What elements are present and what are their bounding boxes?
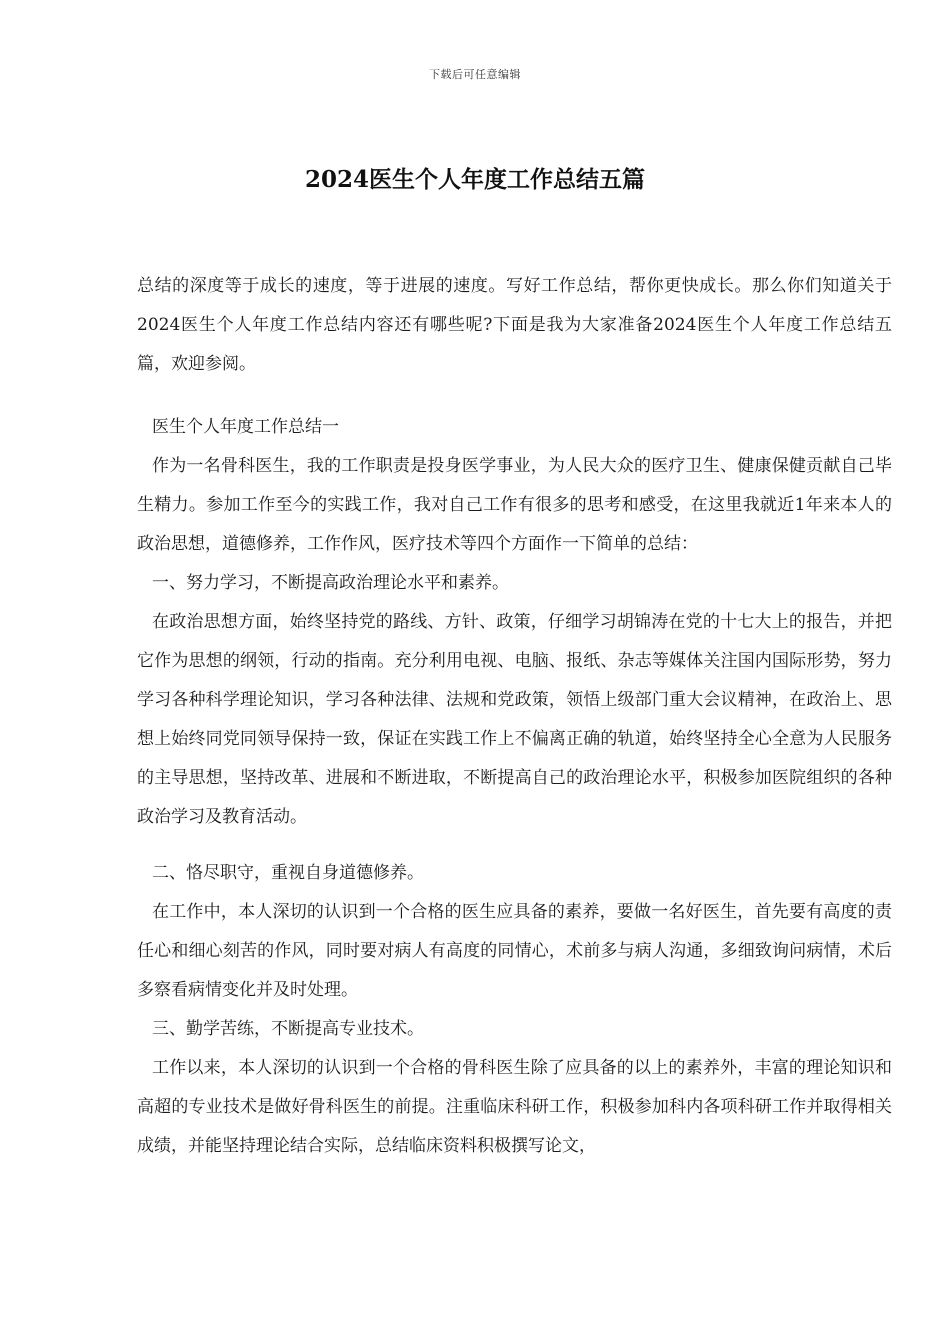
- body-paragraph: 作为一名骨科医生，我的工作职责是投身医学事业，为人民大众的医疗卫生、健康保健贡献自己毕生精力。参加工作至今的实践工作，我对自己工作有很多的思考和感受，在这里我就近1年来本人的政治思想，道德修养，工作作风，医疗技术等四个方面作一下简单的总结：: [137, 456, 892, 554]
- document-title: 2024医生个人年度工作总结五篇: [304, 166, 645, 193]
- body-paragraph: 工作以来，本人深切的认识到一个合格的骨科医生除了应具备的以上的素养外，丰富的理论知识和高超的专业技术是做好骨科医生的前提。注重临床科研工作，积极参加科内各项科研工作并取得相关成绩，并能坚持理论结合实际，总结临床资料积极撰写论文，: [137, 1058, 892, 1156]
- point-heading: 三、勤学苦练，不断提高专业技术。: [152, 1019, 424, 1039]
- section-heading: 医生个人年度工作总结一: [152, 417, 339, 437]
- body-paragraph: 在政治思想方面，始终坚持党的路线、方针、政策，仔细学习胡锦涛在党的十七大上的报告，并把它作为思想的纲领，行动的指南。充分利用电视、电脑、报纸、杂志等媒体关注国内国际形势，努力学习各种科学理论知识，学习各种法律、法规和党政策，领悟上级部门重大会议精神，在政治上、思想上始终同党同领导保持一致，保证在实践工作上不偏离正确的轨道，始终坚持全心全意为人民服务的主导思想，坚持改革、进展和不断进取，不断提高自己的政治理论水平，积极参加医院组织的各种政治学习及教育活动。: [137, 612, 892, 827]
- point-heading: 二、恪尽职守，重视自身道德修养。: [152, 863, 424, 883]
- header-note: 下载后可任意编辑: [429, 68, 521, 81]
- document-body: [137, 267, 892, 1166]
- intro-paragraph: 总结的深度等于成长的速度，等于进展的速度。写好工作总结，帮你更快成长。那么你们知道关于2024医生个人年度工作总结内容还有哪些呢?下面是我为大家准备2024医生个人年度工作总结五篇，欢迎参阅。: [137, 276, 892, 374]
- point-heading: 一、努力学习，不断提高政治理论水平和素养。: [152, 573, 509, 593]
- body-paragraph: 在工作中，本人深切的认识到一个合格的医生应具备的素养，要做一名好医生，首先要有高度的责任心和细心刻苦的作风，同时要对病人有高度的同情心，术前多与病人沟通，多细致询问病情，术后多察看病情变化并及时处理。: [137, 902, 892, 1000]
